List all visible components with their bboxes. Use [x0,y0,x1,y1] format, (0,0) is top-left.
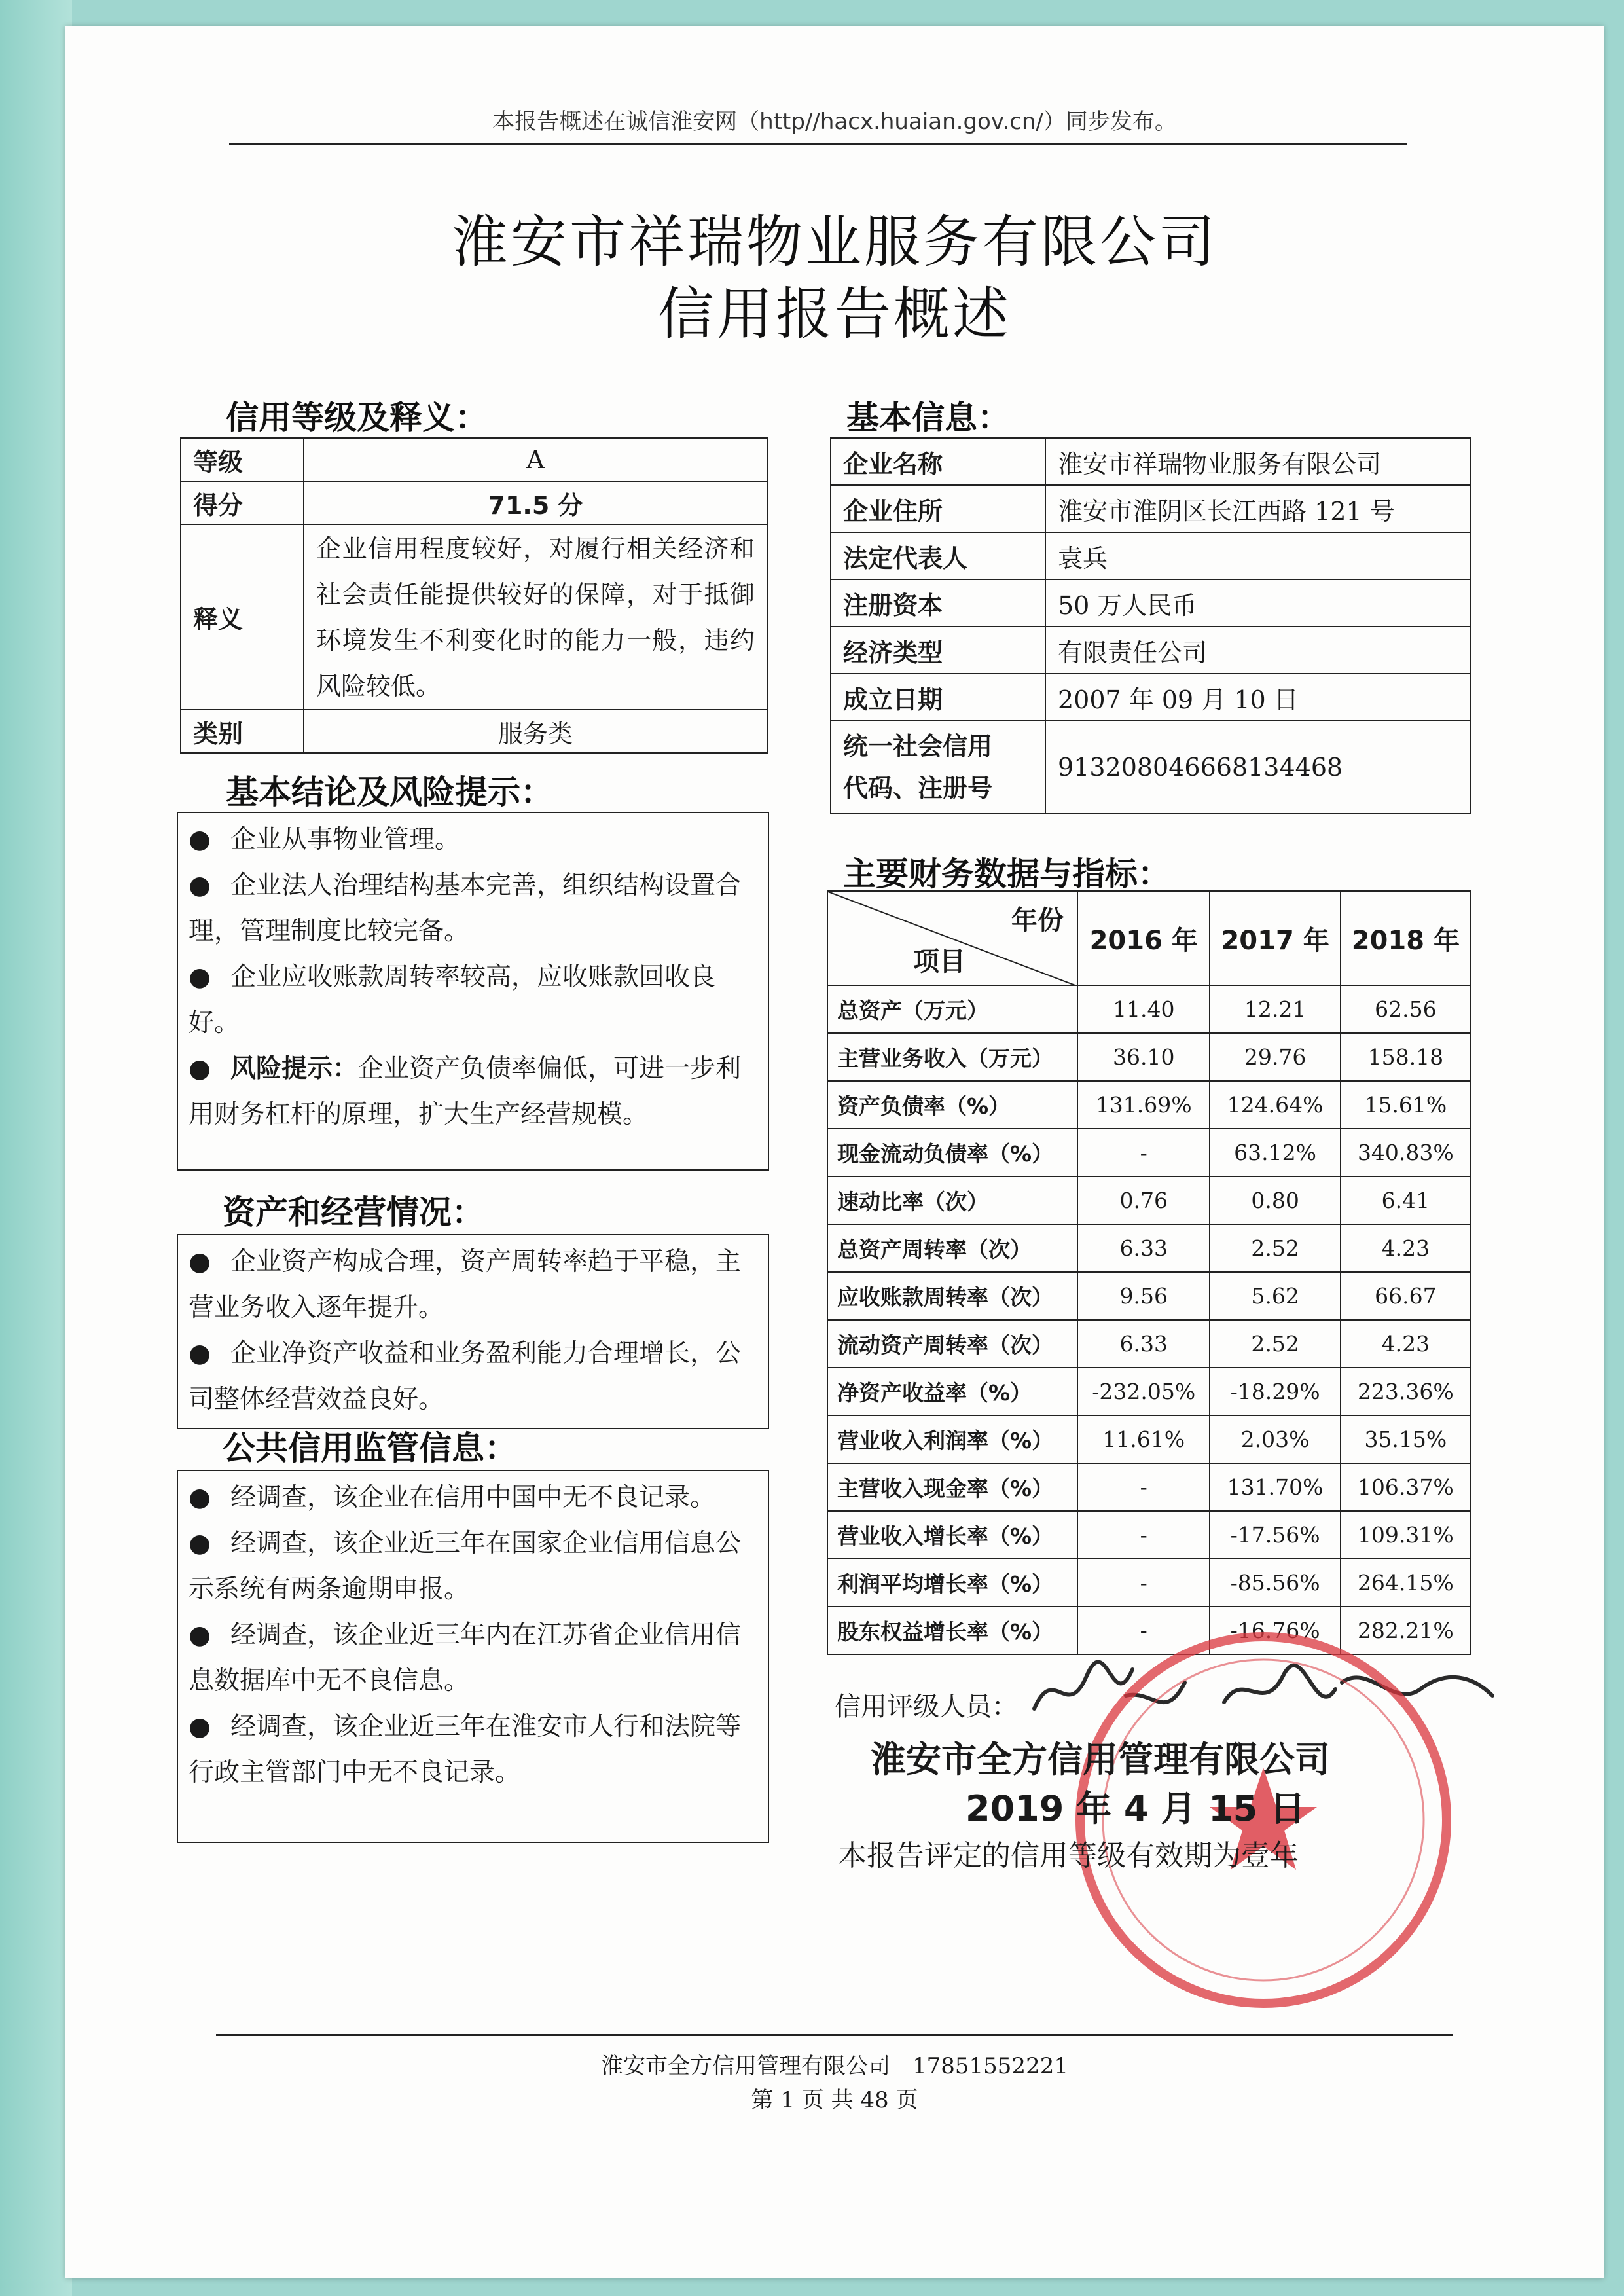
list-item [189,955,757,1046]
bullet-icon: ● [189,871,211,900]
conclusion-box [177,812,769,1171]
metric-name: 总资产（万元） [827,985,1077,1033]
info-value: 淮安市淮阴区长江西路 121 号 [1045,485,1471,532]
info-value: 淮安市祥瑞物业服务有限公司 [1045,438,1471,485]
score-value: 71.5 分 [304,481,767,524]
metric-value: 63.12% [1210,1129,1340,1176]
footer-company: 淮安市全方信用管理有限公司 17851552221 [601,2053,1068,2079]
table-row [827,1129,1471,1176]
metric-value: 131.70% [1210,1463,1340,1511]
corner-item-label: 项目 [913,947,965,977]
metric-value: 340.83% [1341,1129,1471,1176]
info-label: 注册资本 [831,579,1045,627]
list-item [189,1239,757,1331]
metric-value: 0.76 [1077,1176,1210,1224]
metric-value: 9.56 [1077,1272,1210,1320]
info-value: 2007 年 09 月 10 日 [1045,674,1471,721]
list-item [189,1331,757,1423]
document-page [65,26,1604,2278]
metric-value: 2.03% [1210,1415,1340,1463]
info-label: 企业住所 [831,485,1045,532]
metric-value: 2.52 [1210,1224,1340,1272]
risk-text: 企业资产负债率偏低，可进一步利用财务杠杆的原理，扩大生产经营规模。 [189,1054,742,1129]
metric-value: 109.31% [1341,1511,1471,1559]
basic-info-rows [831,438,1471,814]
credit-code-label [831,721,1045,814]
metric-name: 净资产收益率（%） [827,1368,1077,1415]
metric-name: 总资产周转率（次） [827,1224,1077,1272]
metric-value: - [1077,1463,1210,1511]
metric-name: 速动比率（次） [827,1176,1077,1224]
year-header: 2016 年 [1077,891,1210,985]
operation-box [177,1234,769,1429]
rater-label: 信用评级人员： [835,1692,1018,1722]
table-row [827,1368,1471,1415]
metric-value: 12.21 [1210,985,1340,1033]
list-item [189,1521,757,1613]
metric-name: 资产负债率（%） [827,1081,1077,1129]
grade-heading: 信用等级及释义： [226,399,488,437]
metric-value: 6.33 [1077,1320,1210,1368]
supervision-text: 经调查，该企业近三年内在江苏省企业信用信息数据库中无不良信息。 [189,1620,742,1696]
metric-value: 62.56 [1341,985,1471,1033]
metric-value: 11.40 [1077,985,1210,1033]
list-item [189,1704,757,1796]
report-title-company: 淮安市祥瑞物业服务有限公司 [452,210,1218,275]
score-label: 得分 [181,481,304,524]
rating-date: 2019 年 4 月 15 日 [965,1788,1306,1829]
report-title-subtitle: 信用报告概述 [658,282,1011,347]
metric-name: 股东权益增长率（%） [827,1607,1077,1654]
info-label: 企业名称 [831,438,1045,485]
metric-value: 124.64% [1210,1081,1340,1129]
description-value: 企业信用程度较好，对履行相关经济和社会责任能提供较好的保障，对于抵御环境发生不利变化时的能力一般，违约风险较低。 [304,524,767,710]
corner-year-label: 年份 [1011,905,1064,936]
supervision-heading: 公共信用监管信息： [223,1429,517,1467]
bullet-icon: ● [189,825,211,854]
operation-text: 企业资产构成合理，资产周转率趋于平稳，主营业务收入逐年提升。 [189,1247,742,1322]
supervision-text: 经调查，该企业近三年在淮安市人行和法院等行政主管部门中无不良记录。 [189,1712,742,1787]
grade-table [180,437,768,754]
bullet-icon: ● [189,1054,211,1084]
metric-value: 35.15% [1341,1415,1471,1463]
finance-heading: 主要财务数据与指标： [843,855,1170,893]
bullet-icon: ● [189,962,211,992]
rating-company-name: 淮安市全方信用管理有限公司 [871,1739,1330,1780]
metric-name: 主营收入现金率（%） [827,1463,1077,1511]
operation-text: 企业净资产收益和业务盈利能力合理增长，公司整体经营效益良好。 [189,1339,742,1414]
basic-info-table [830,437,1471,814]
year-header: 2018 年 [1341,891,1471,985]
header-rule [229,143,1407,145]
table-row [827,1511,1471,1559]
info-label: 成立日期 [831,674,1045,721]
category-value: 服务类 [304,710,767,753]
validity-note: 本报告评定的信用等级有效期为壹年 [838,1839,1299,1872]
metric-value: -85.56% [1210,1559,1340,1607]
metric-name: 营业收入利润率（%） [827,1415,1077,1463]
bullet-icon: ● [189,1712,211,1741]
table-row [827,1272,1471,1320]
finance-corner-cell [827,891,1077,985]
list-item [189,1613,757,1704]
year-header: 2017 年 [1210,891,1340,985]
conclusion-heading: 基本结论及风险提示： [226,773,553,811]
metric-value: 36.10 [1077,1033,1210,1081]
metric-value: -232.05% [1077,1368,1210,1415]
metric-value: 66.67 [1341,1272,1471,1320]
finance-rows [827,985,1471,1654]
metric-value: - [1077,1511,1210,1559]
list-item [189,863,757,955]
metric-name: 流动资产周转率（次） [827,1320,1077,1368]
bullet-icon: ● [189,1483,211,1512]
metric-value: 106.37% [1341,1463,1471,1511]
credit-code-value: 913208046668134468 [1045,721,1471,814]
table-row [827,1320,1471,1368]
binder-edge [0,0,72,2296]
table-row [827,1559,1471,1607]
table-row [827,1415,1471,1463]
metric-value: 0.80 [1210,1176,1340,1224]
page-number: 第 1 页 共 48 页 [751,2087,918,2113]
metric-value: -16.76% [1210,1607,1340,1654]
metric-name: 现金流动负债率（%） [827,1129,1077,1176]
info-label: 经济类型 [831,627,1045,674]
conclusion-text: 企业应收账款周转率较高，应收账款回收良好。 [189,962,716,1038]
operation-heading: 资产和经营情况： [223,1194,484,1231]
table-row [827,1463,1471,1511]
supervision-text: 经调查，该企业在信用中国中无不良记录。 [230,1483,716,1512]
grade-label: 等级 [181,438,304,481]
table-row [827,985,1471,1033]
conclusion-text: 企业法人治理结构基本完善，组织结构设置合理，管理制度比较完备。 [189,871,742,946]
metric-name: 营业收入增长率（%） [827,1511,1077,1559]
grade-value: A [304,438,767,481]
metric-value: 223.36% [1341,1368,1471,1415]
metric-value: 29.76 [1210,1033,1340,1081]
table-row [827,1224,1471,1272]
supervision-text: 经调查，该企业近三年在国家企业信用信息公示系统有两条逾期申报。 [189,1529,742,1604]
table-row [827,1176,1471,1224]
metric-value: 6.33 [1077,1224,1210,1272]
description-label: 释义 [181,524,304,710]
finance-table [827,890,1471,1655]
metric-value: 264.15% [1341,1559,1471,1607]
info-value: 50 万人民币 [1045,579,1471,627]
metric-name: 主营业务收入（万元） [827,1033,1077,1081]
risk-label: 风险提示： [230,1054,359,1084]
conclusion-text: 企业从事物业管理。 [230,825,461,854]
metric-name: 应收账款周转率（次） [827,1272,1077,1320]
metric-value: 4.23 [1341,1224,1471,1272]
credit-code-label-line2: 代码、注册号 [843,774,993,803]
metric-value: 6.41 [1341,1176,1471,1224]
metric-value: 131.69% [1077,1081,1210,1129]
category-label: 类别 [181,710,304,753]
info-value: 袁兵 [1045,532,1471,579]
bullet-icon: ● [189,1620,211,1650]
footer-rule [216,2034,1453,2036]
metric-value: 15.61% [1341,1081,1471,1129]
metric-name: 利润平均增长率（%） [827,1559,1077,1607]
header-note: 本报告概述在诚信淮安网（http//hacx.huaian.gov.cn/）同步发布。 [492,109,1177,135]
metric-value: 158.18 [1341,1033,1471,1081]
metric-value: 5.62 [1210,1272,1340,1320]
metric-value: 4.23 [1341,1320,1471,1368]
metric-value: 2.52 [1210,1320,1340,1368]
bullet-icon: ● [189,1529,211,1558]
supervision-box [177,1470,769,1843]
info-label: 法定代表人 [831,532,1045,579]
bullet-icon: ● [189,1339,211,1368]
metric-value: 282.21% [1341,1607,1471,1654]
metric-value: 11.61% [1077,1415,1210,1463]
metric-value: -18.29% [1210,1368,1340,1415]
metric-value: - [1077,1559,1210,1607]
metric-value: - [1077,1607,1210,1654]
credit-code-label-line1: 统一社会信用 [843,732,993,761]
basic-info-heading: 基本信息： [846,399,1010,437]
metric-value: - [1077,1129,1210,1176]
list-item [189,1046,757,1138]
table-row [827,1033,1471,1081]
list-item [189,1475,757,1521]
info-value: 有限责任公司 [1045,627,1471,674]
bullet-icon: ● [189,1247,211,1277]
table-row [827,1081,1471,1129]
list-item [189,817,757,863]
metric-value: -17.56% [1210,1511,1340,1559]
